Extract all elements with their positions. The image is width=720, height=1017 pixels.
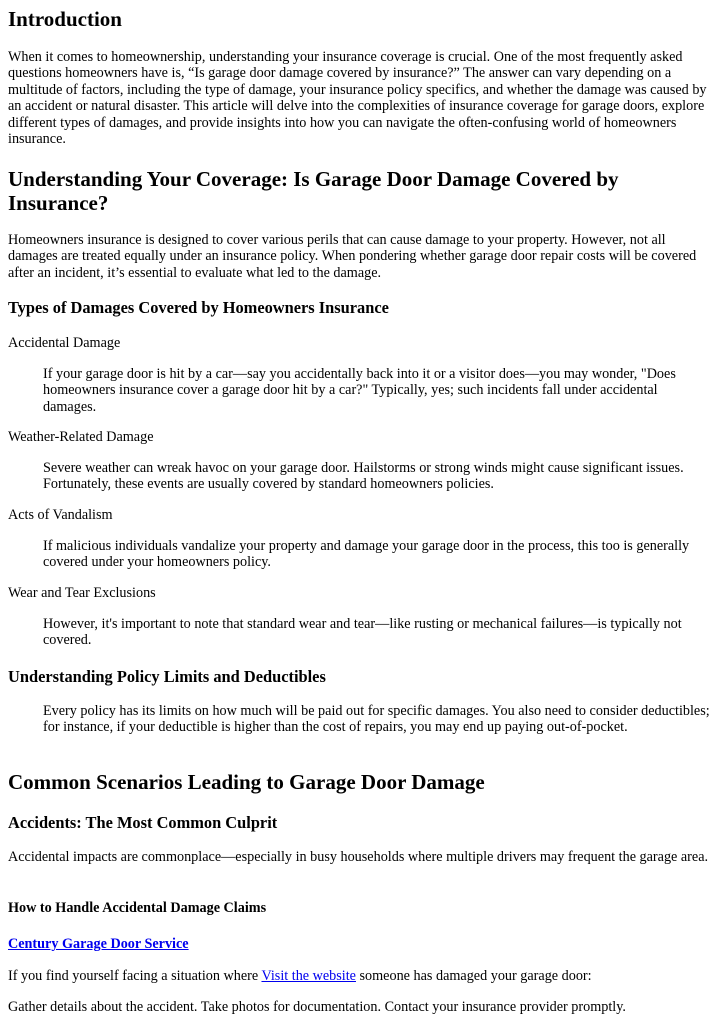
claims-text-after: someone has damaged your garage door: (355, 968, 592, 984)
damage-term-vandalism: Acts of Vandalism (8, 507, 113, 523)
damage-desc-wear: However, it's important to note that standard wear and tear—like rusting or mechanical failures—is typically not covered. (43, 616, 682, 649)
coverage-heading: Understanding Your Coverage: Is Garage Door Damage Covered by Insurance? (8, 167, 619, 215)
limits-desc: Every policy has its limits on how much will be paid out for specific damages. You also need to consider deductibles; for instance, if your deductible is higher than the cost of repairs, you may end up paying out-of-pocket. (43, 703, 710, 736)
damage-term-weather: Weather-Related Damage (8, 429, 154, 445)
claims-paragraph (8, 968, 712, 984)
claims-heading: How to Handle Accidental Damage Claims (8, 900, 267, 916)
claims-steps: Gather details about the accident. Take photos for documentation. Contact your insurance provider promptly. (8, 999, 626, 1015)
scenarios-heading: Common Scenarios Leading to Garage Door Damage (8, 770, 485, 794)
intro-heading: Introduction (8, 7, 122, 31)
century-garage-door-service-heading (8, 936, 712, 952)
types-heading: Types of Damages Covered by Homeowners Insurance (8, 298, 389, 317)
accidents-paragraph: Accidental impacts are commonplace—especially in busy households where multiple drivers may frequent the garage area. (8, 849, 709, 865)
damage-term-wear: Wear and Tear Exclusions (8, 585, 156, 601)
damage-desc-weather: Severe weather can wreak havoc on your garage door. Hailstorms or strong winds might cause significant issues. Fortunately, these events are usually covered by standard homeowners policies. (43, 460, 684, 493)
visit-website-link[interactable]: Visit the website (261, 968, 356, 984)
damage-term-accidental: Accidental Damage (8, 335, 121, 351)
coverage-paragraph: Homeowners insurance is designed to cover various perils that can cause damage to your property. However, not all damages are treated equally under an insurance policy. When pondering whether garage door repair costs will be covered after an incident, it’s essential to evaluate what led to the damage. (8, 232, 697, 281)
claims-text-before: If you find yourself facing a situation where (8, 968, 262, 984)
intro-paragraph: When it comes to homeownership, understanding your insurance coverage is crucial. One of the most frequently asked questions homeowners have is, “Is garage door damage covered by insurance?” The answer can vary depending on a multitude of factors, including the type of damage, your insurance policy specifics, and whether the damage was caused by an accident or natural disaster. This article will delve into the complexities of insurance coverage for garage doors, explore different types of damages, and provide insights into how you can navigate the often-confusing world of homeowners insurance. (8, 49, 707, 148)
damage-desc-vandalism: If malicious individuals vandalize your property and damage your garage door in the process, this too is generally covered under your homeowners policy. (43, 538, 690, 571)
damage-desc-accidental: If your garage door is hit by a car—say you accidentally back into it or a visitor does—you may wonder, "Does homeowners insurance cover a garage door hit by a car?" Typically, yes; such incidents fall under accidental damages. (43, 366, 676, 415)
accidents-heading: Accidents: The Most Common Culprit (8, 813, 278, 832)
century-garage-door-service-link[interactable]: Century Garage Door Service (8, 936, 189, 952)
limits-heading: Understanding Policy Limits and Deductibles (8, 667, 326, 686)
